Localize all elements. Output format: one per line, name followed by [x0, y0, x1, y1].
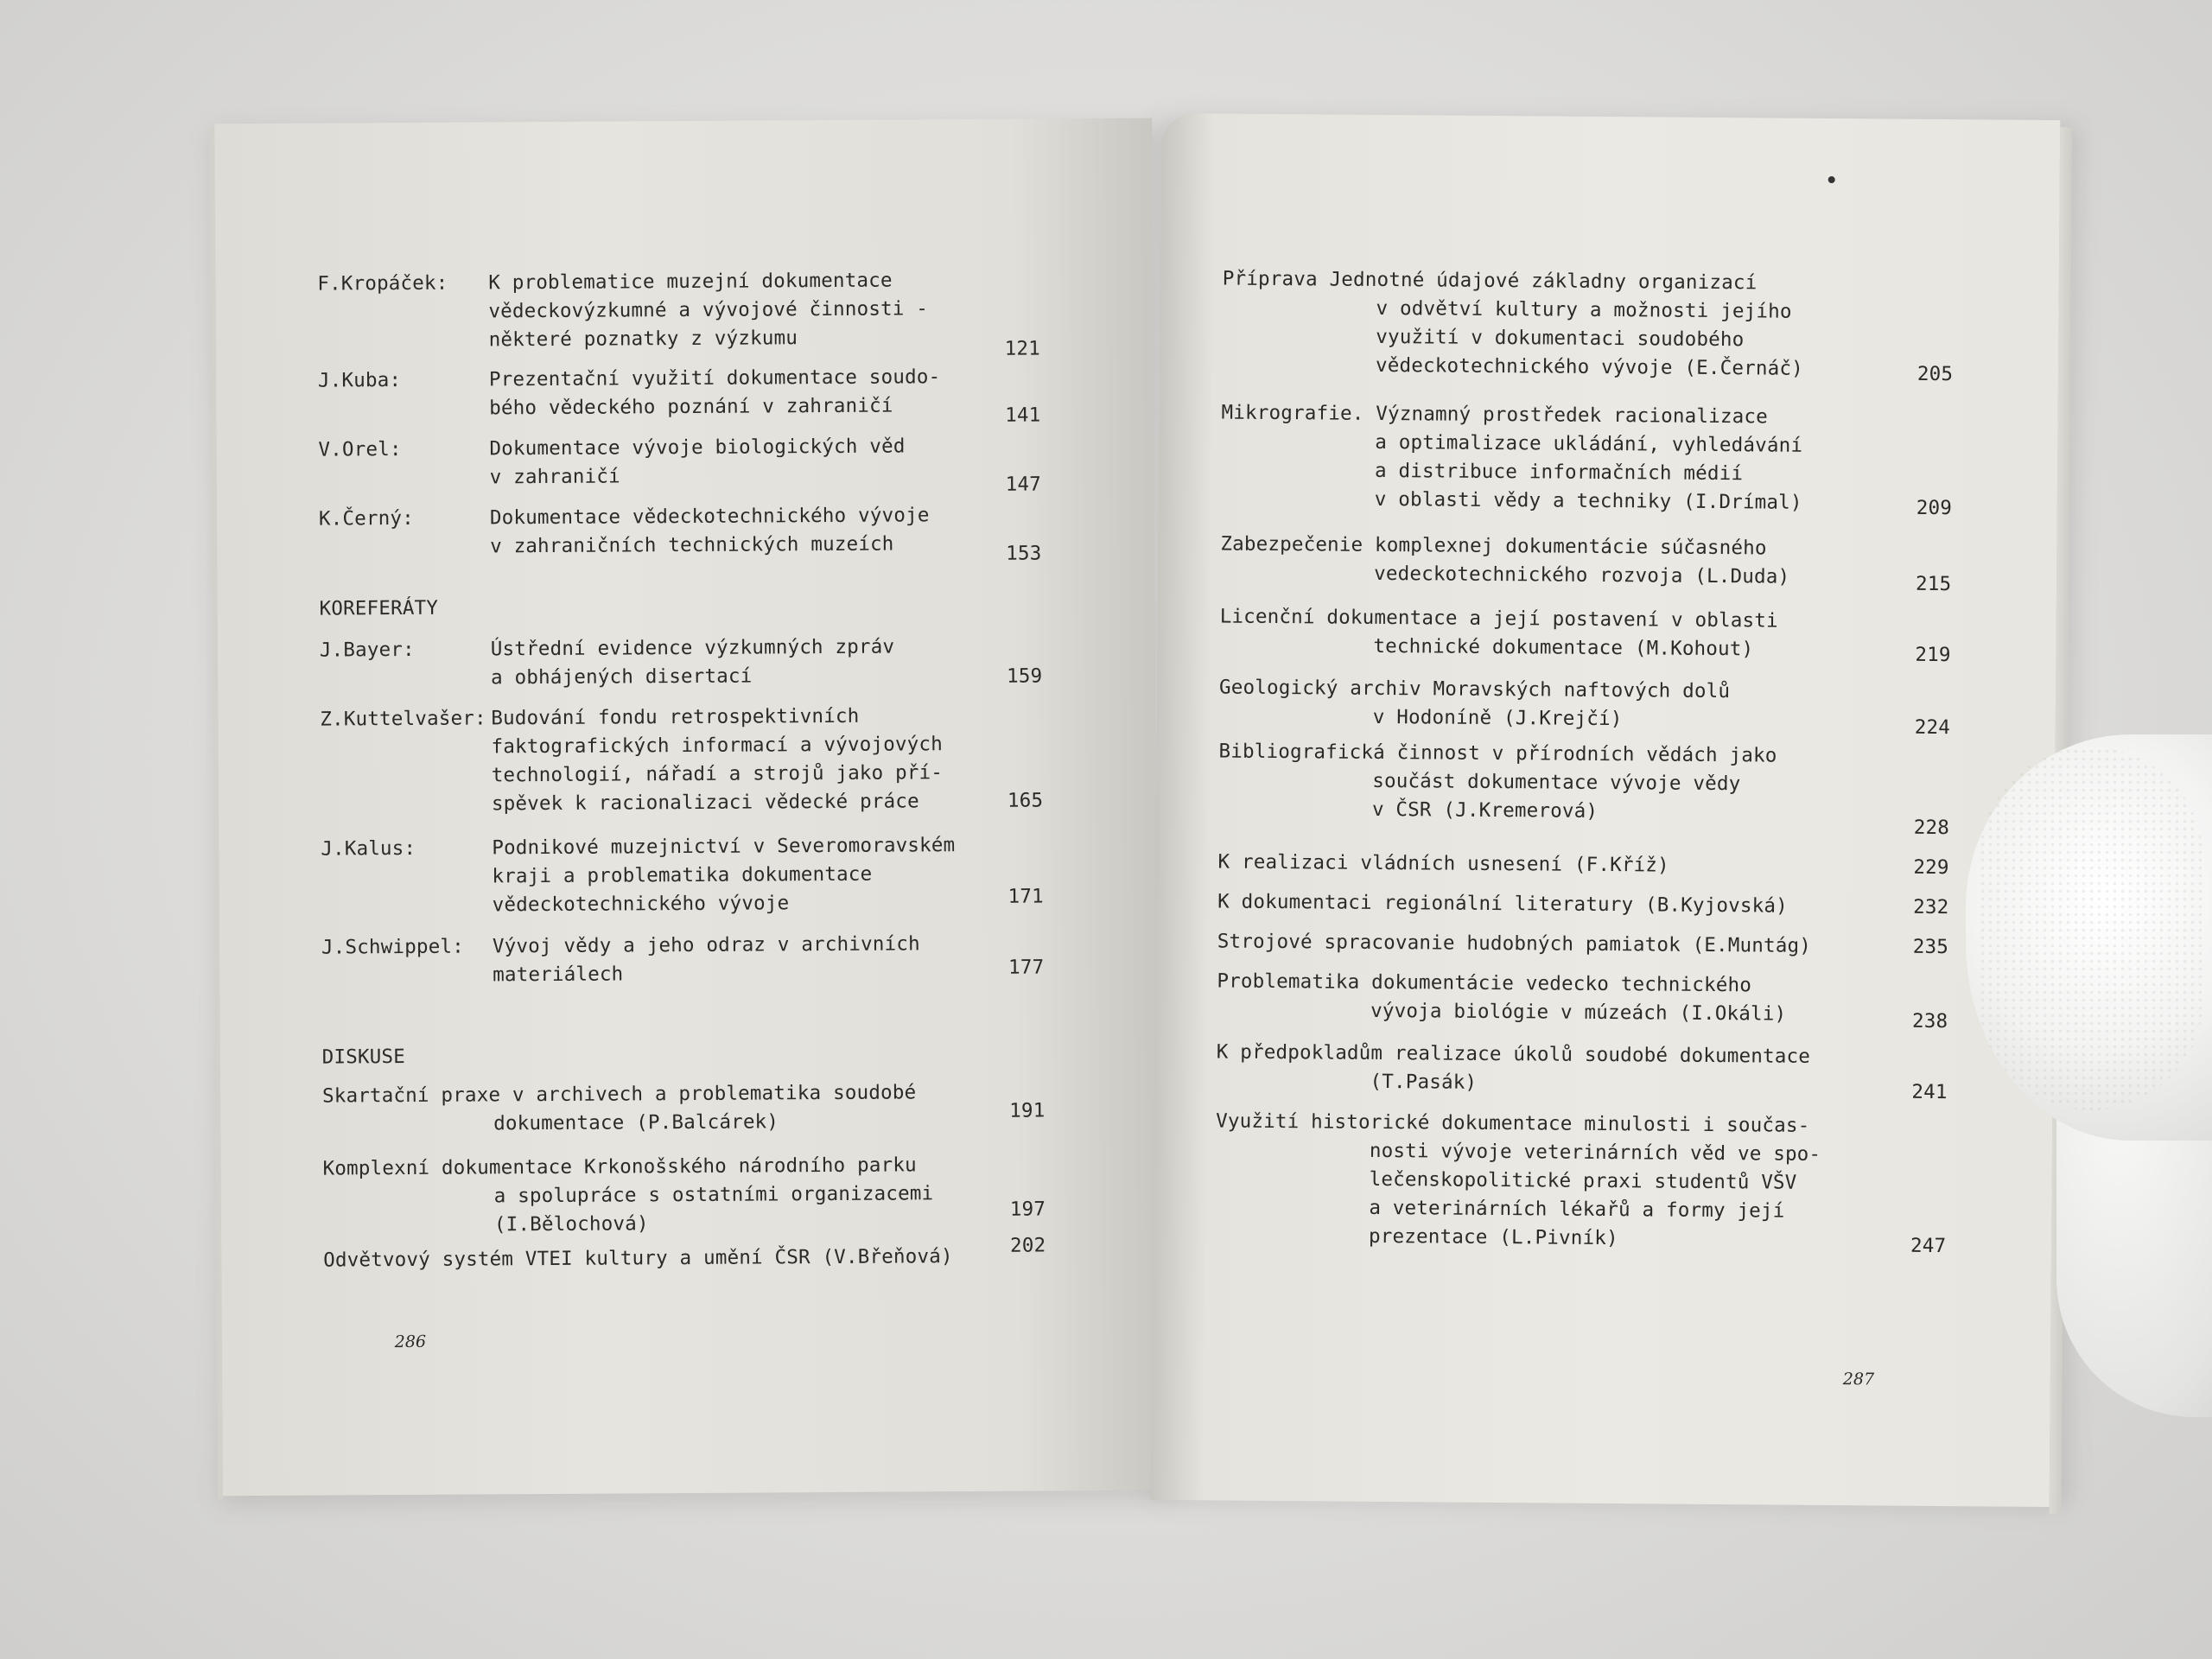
- entry-page-number: 121: [1004, 337, 1041, 360]
- entry-title: Budování fondu retrospektivních faktografických informací a vývojových technologií, nářadí a strojů jako pří- spěvek k racionalizaci vědecké práce: [491, 704, 944, 816]
- entry-page-number: 205: [1916, 362, 1954, 386]
- entry-page-number: 165: [1007, 789, 1044, 812]
- entry-page-number: 171: [1007, 885, 1044, 908]
- entry-title: Geologický archiv Moravských naftových dolů v Hodoníně (J.Krejčí): [1218, 676, 1731, 731]
- entry-author: J.Kuba:: [317, 369, 402, 392]
- entry-author: K.Černý:: [318, 506, 415, 531]
- entry-page-number: 219: [1915, 643, 1951, 667]
- glove-texture: [1979, 747, 2203, 1110]
- entry-page-number: 153: [1006, 542, 1042, 565]
- left-page: [214, 118, 1160, 1497]
- section-heading-koreferaty: KOREFERÁTY: [319, 596, 439, 620]
- entry-title: K problematice muzejní dokumentace vědeckovýzkumné a vývojové činnosti - některé poznatky z výzkumu: [488, 269, 929, 352]
- entry-page-number: 247: [1910, 1234, 1947, 1258]
- entry-title: Mikrografie. Významný prostředek racionalizace a optimalizace ukládání, vyhledávání a distribuce informačních médií v oblasti vědy a techniky (I.Drímal): [1221, 401, 1803, 514]
- entry-title: Prezentační využití dokumentace soudo- bého vědeckého poznání v zahraničí: [488, 365, 941, 420]
- entry-author: J.Schwippel:: [321, 935, 465, 959]
- entry-page-number: 147: [1005, 473, 1042, 496]
- entry-title: K předpokladům realizace úkolů soudobé dokumentace (T.Pasák): [1216, 1040, 1811, 1094]
- entry-title: Dokumentace vědeckotechnického vývoje v zahraničních technických muzeích: [489, 504, 930, 558]
- entry-page-number: 241: [1911, 1080, 1948, 1104]
- entry-page-number: 238: [1911, 1009, 1948, 1033]
- entry-page-number: 202: [1010, 1234, 1046, 1257]
- page-number-left: 286: [394, 1332, 427, 1352]
- entry-title: Podnikové muzejnictví v Severomoravském kraji a problematika dokumentace vědeckotechnického vývoje: [492, 834, 956, 917]
- entry-title: Licenční dokumentace a její postavení v oblasti technické dokumentace (M.Kohout): [1219, 605, 1778, 661]
- entry-author: J.Kalus:: [321, 836, 416, 861]
- entry-page-number: 141: [1005, 404, 1041, 427]
- entry-page-number: 215: [1915, 572, 1952, 596]
- page-number-right: 287: [1842, 1370, 1875, 1389]
- entry-title: Ústřední evidence výzkumných zpráv a obhájených disertací: [490, 635, 895, 690]
- entry-title: Odvětvový systém VTEI kultury a umění ČSR (V.Břeňová): [323, 1245, 953, 1272]
- entry-title: K dokumentaci regionální literatury (B.Kyjovská): [1217, 890, 1789, 918]
- entry-author: J.Bayer:: [319, 638, 415, 662]
- entry-page-number: 177: [1008, 956, 1045, 979]
- entry-page-number: 235: [1912, 935, 1949, 959]
- entry-title: Skartační praxe v archivech a problematika soudobé dokumentace (P.Balcárek): [321, 1081, 917, 1135]
- entry-author: Z.Kuttelvašer:: [320, 707, 486, 731]
- section-heading-diskuse: DISKUSE: [321, 1046, 406, 1069]
- entry-page-number: 228: [1913, 816, 1950, 840]
- entry-title: Využití historické dokumentace minulosti i součas- nosti vývoje veterinárních věd ve spo- lečenskopolitické praxi studentů VŠV a veterinárních lékařů a formy její prezentace (L.Pivník): [1216, 1109, 1821, 1250]
- entry-title: Strojové spracovanie hudobných pamiatok (E.Muntág): [1217, 930, 1812, 957]
- entry-page-number: 229: [1913, 855, 1949, 880]
- entry-title: Bibliografická činnost v přírodních vědách jako součást dokumentace vývoje vědy v ČSR (J.Kremerová): [1218, 740, 1777, 823]
- entry-title: Vývoj vědy a jeho odraz v archivních materiálech: [492, 932, 920, 987]
- entry-author: V.Orel:: [318, 438, 402, 461]
- right-page: [1151, 113, 2061, 1507]
- entry-title: Dokumentace vývoje biologických věd v zahraničí: [489, 435, 906, 489]
- entry-title: Příprava Jednotné údajové základny organizací v odvětví kultury a možnosti jejího využití v dokumentaci soudobého vědeckotechnického vývoje (E.Černáč): [1222, 267, 1803, 380]
- ink-dot: [1828, 176, 1835, 183]
- entry-page-number: 232: [1913, 895, 1949, 919]
- entry-page-number: 159: [1007, 664, 1043, 688]
- entry-title: Komplexní dokumentace Krkonošského národního parku a spolupráce s ostatními organizacemi (I.Bělochová): [322, 1154, 934, 1236]
- entry-page-number: 197: [1009, 1198, 1046, 1221]
- entry-page-number: 224: [1914, 715, 1951, 740]
- entry-page-number: 191: [1009, 1099, 1046, 1122]
- entry-author: F.Kropáček:: [317, 271, 448, 296]
- entry-title: Zabezpečenie komplexnej dokumentácie súčasného vedeckotechnického rozvoja (L.Duda): [1220, 532, 1790, 588]
- entry-page-number: 209: [1916, 496, 1953, 520]
- entry-title: K realizaci vládních usnesení (F.Kříž): [1217, 850, 1669, 877]
- entry-title: Problematika dokumentácie vedecko technického vývoja biológie v múzeách (I.Okáli): [1217, 969, 1787, 1026]
